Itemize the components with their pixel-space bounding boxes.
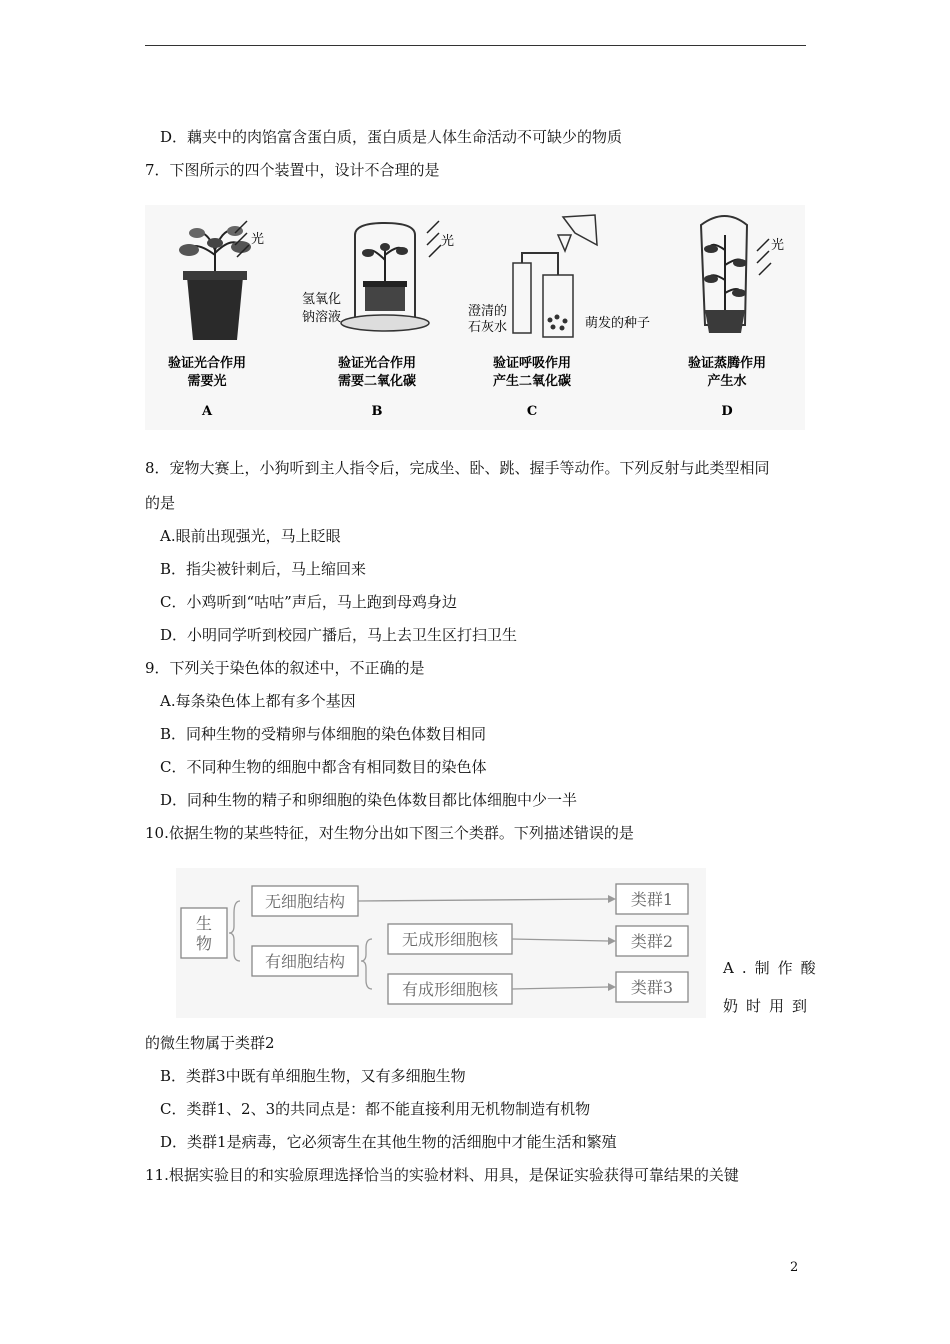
q8-stem-line1: 8．宠物大赛上，小狗听到主人指令后，完成坐、卧、跳、握手等动作。下列反射与此类型相同 bbox=[145, 459, 770, 477]
caption-b-line2: 需要二氧化碳 bbox=[337, 374, 417, 389]
light-label-d: 光 bbox=[771, 238, 785, 253]
limewater-label-1: 澄清的 bbox=[468, 304, 508, 319]
diagram-group2: 类群2 bbox=[630, 932, 674, 951]
seeds-label: 萌发的种子 bbox=[585, 316, 651, 331]
page-number: 2 bbox=[790, 1260, 799, 1275]
q10-option-a-part2: 奶时用到 bbox=[723, 997, 816, 1015]
caption-a-line1: 验证光合作用 bbox=[167, 356, 247, 371]
q6-option-d: D．藕夹中的肉馅富含蛋白质，蛋白质是人体生命活动不可缺少的物质 bbox=[160, 128, 623, 146]
q8-stem-line2: 的是 bbox=[145, 494, 176, 512]
caption-c-line2: 产生二氧化碳 bbox=[492, 374, 572, 389]
naoh-label-1: 氢氧化 bbox=[302, 292, 342, 307]
caption-d-letter: D bbox=[721, 404, 733, 419]
header-rule bbox=[145, 45, 806, 46]
diagram-no-cell: 无细胞结构 bbox=[264, 892, 346, 911]
diagram-no-nucleus: 无成形细胞核 bbox=[401, 930, 499, 949]
q10-option-a-part3: 的微生物属于类群2 bbox=[145, 1034, 275, 1052]
caption-c-letter: C bbox=[526, 404, 538, 419]
q8-option-b: B．指尖被针刺后，马上缩回来 bbox=[160, 560, 367, 578]
q7-stem: 7．下图所示的四个装置中，设计不合理的是 bbox=[145, 161, 440, 179]
naoh-label-2: 钠溶液 bbox=[302, 310, 342, 325]
diagram-root-char2: 物 bbox=[195, 934, 213, 953]
q9-stem: 9．下列关于染色体的叙述中，不正确的是 bbox=[145, 659, 425, 677]
q11-stem: 11.根据实验目的和实验原理选择恰当的实验材料、用具，是保证实验获得可靠结果的关键 bbox=[145, 1166, 739, 1184]
q8-option-c: C．小鸡听到“咕咕”声后，马上跑到母鸡身边 bbox=[160, 593, 457, 611]
q9-option-d: D．同种生物的精子和卵细胞的染色体数目都比体细胞中少一半 bbox=[160, 791, 578, 809]
light-label-a: 光 bbox=[251, 232, 265, 247]
q9-option-c: C．不同种生物的细胞中都含有相同数目的染色体 bbox=[160, 758, 487, 776]
diagram-has-cell: 有细胞结构 bbox=[264, 952, 346, 971]
q8-option-d: D．小明同学听到校园广播后，马上去卫生区打扫卫生 bbox=[160, 626, 518, 644]
diagram-has-nucleus: 有成形细胞核 bbox=[401, 980, 499, 999]
q9-option-b: B．同种生物的受精卵与体细胞的染色体数目相同 bbox=[160, 725, 487, 743]
q10-option-b: B．类群3中既有单细胞生物，又有多细胞生物 bbox=[160, 1067, 466, 1085]
limewater-label-2: 石灰水 bbox=[468, 320, 508, 335]
q10-stem: 10.依据生物的某些特征，对生物分出如下图三个类群。下列描述错误的是 bbox=[145, 824, 634, 842]
q9-option-a: A.每条染色体上都有多个基因 bbox=[160, 692, 356, 710]
caption-a-letter: A bbox=[201, 404, 213, 419]
caption-d-line1: 验证蒸腾作用 bbox=[687, 356, 767, 371]
q10-classification-diagram bbox=[176, 868, 706, 1018]
caption-c-line1: 验证呼吸作用 bbox=[492, 356, 572, 371]
caption-b-letter: B bbox=[371, 404, 383, 419]
q10-option-c: C．类群1、2、3的共同点是：都不能直接利用无机物制造有机物 bbox=[160, 1100, 591, 1118]
q10-option-a-part1: A.制作酸 bbox=[723, 959, 824, 977]
light-label-b: 光 bbox=[441, 234, 455, 249]
caption-b-line1: 验证光合作用 bbox=[337, 356, 417, 371]
diagram-group3: 类群3 bbox=[630, 978, 674, 997]
q8-option-a: A.眼前出现强光，马上眨眼 bbox=[160, 527, 341, 545]
caption-d-line2: 产生水 bbox=[707, 374, 747, 389]
q10-option-d: D．类群1是病毒，它必须寄生在其他生物的活细胞中才能生活和繁殖 bbox=[160, 1133, 617, 1151]
caption-a-line2: 需要光 bbox=[187, 374, 227, 389]
q7-figure bbox=[145, 205, 805, 430]
diagram-group1: 类群1 bbox=[630, 890, 674, 909]
diagram-root-char1: 生 bbox=[195, 914, 213, 933]
